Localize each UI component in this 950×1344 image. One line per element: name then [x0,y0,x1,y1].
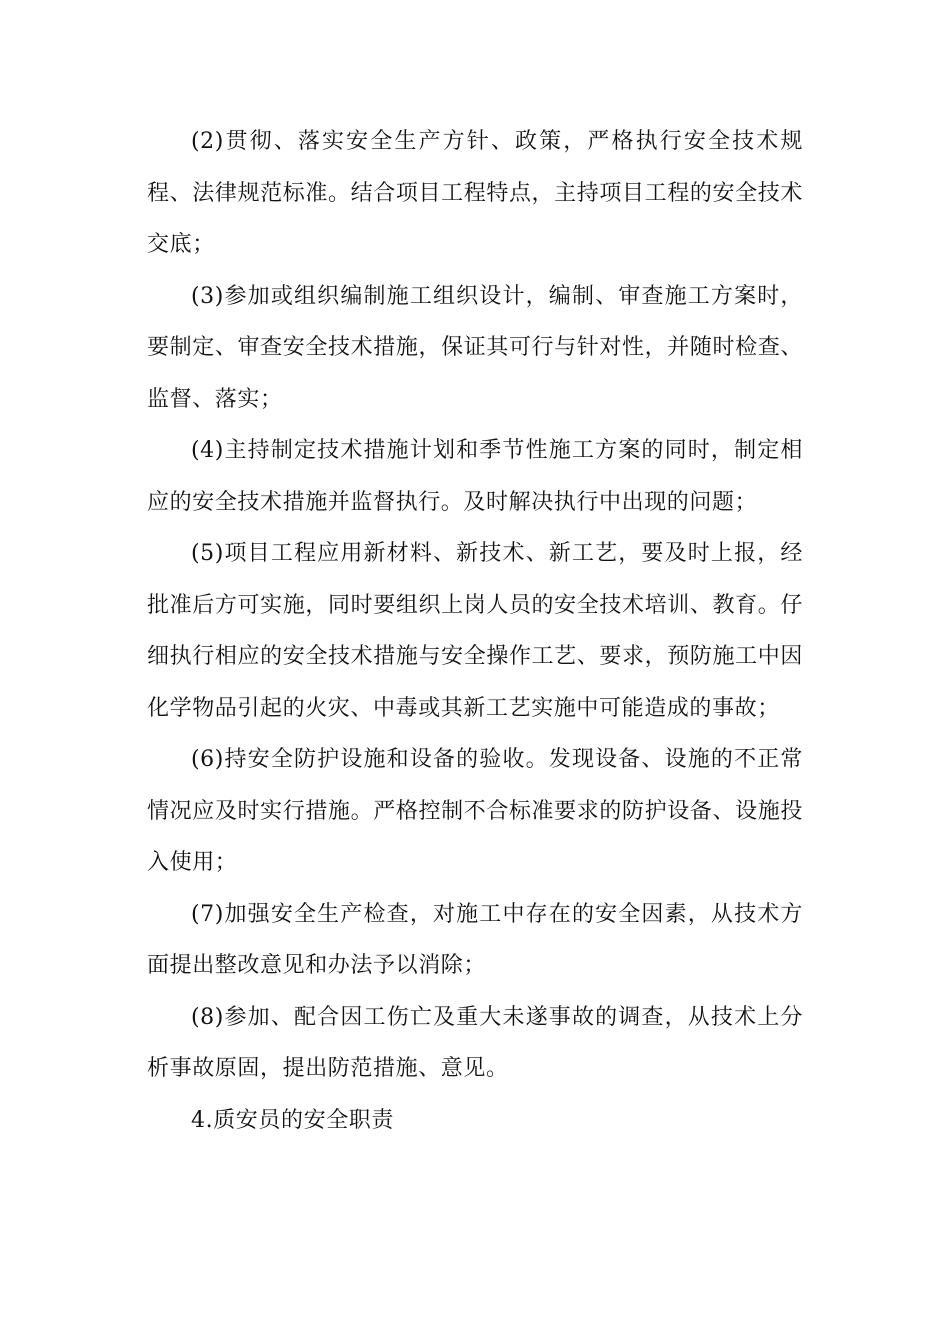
paragraph-item-6: (6)持安全防护设施和设备的验收。发现设备、设施的不正常情况应及时实行措施。严格控制不合标准要求的防护设备、设施投入使用； [147,747,803,875]
paragraph-item-3: (3)参加或组织编制施工组织设计，编制、审查施工方案时，要制定、审查安全技术措施，保证其可行与针对性，并随时检查、监督、落实； [147,283,803,412]
paragraph-item-2: (2)贯彻、落实安全生产方针、政策，严格执行安全技术规程、法律规范标准。结合项目工程特点，主持项目工程的安全技术交底； [147,129,803,257]
paragraph-item-5: (5)项目工程应用新材料、新技术、新工艺，要及时上报，经批准后方可实施，同时要组织上岗人员的安全技术培训、教育。仔细执行相应的安全技术措施与安全操作工艺、要求，预防施工中因化学物品引起的火灾、中毒或其新工艺实施中可能造成的事故； [147,541,803,721]
paragraph-item-8: (8)参加、配合因工伤亡及重大未遂事故的调查，从技术上分析事故原固，提出防范措施、意见。 [147,1004,803,1081]
document-body [147,116,803,1146]
paragraph-item-4: (4)主持制定技术措施计划和季节性施工方案的同时，制定相应的安全技术措施并监督执行。及时解决执行中出现的问题； [147,438,803,515]
section-heading: 4.质安员的安全职责 [191,1107,394,1133]
paragraph-item-7: (7)加强安全生产检查，对施工中存在的安全因素，从技术方面提出整改意见和办法予以消除； [147,901,803,978]
